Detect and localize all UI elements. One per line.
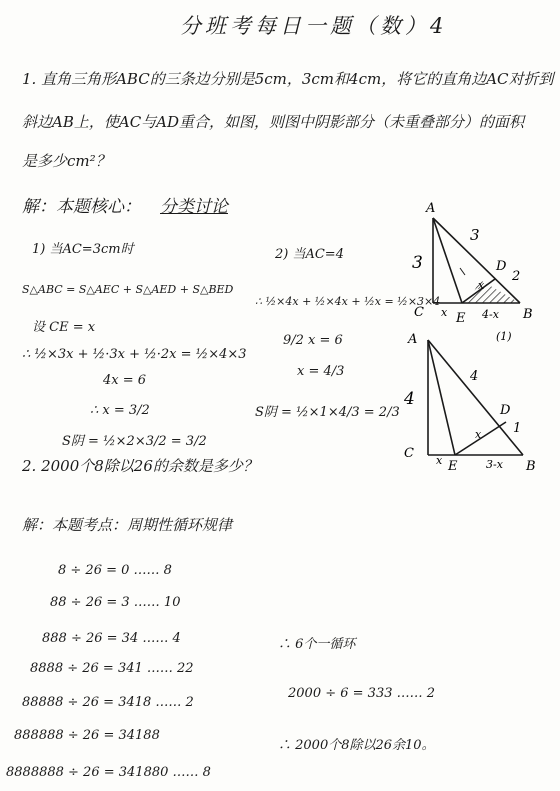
fig2-label-A: A [408,332,418,347]
division-row: 8 ÷ 26 = 0 …… 8 [58,563,172,578]
fig2-side-AD: 4 [470,369,479,384]
case2-title: 2) 当AC=4 [275,247,344,262]
fig2-label-B: B [526,459,536,474]
fig1-side-AD: 3 [470,226,480,244]
fig1-label-E: E [456,311,466,326]
fig1-x1: x [441,306,448,319]
fig1-label-A: A [426,201,436,216]
solution1-heading: 解：本题核心： [22,197,141,217]
division-row: 888888 ÷ 26 = 34188 [14,728,160,743]
fig2-side-DB: 1 [513,421,522,436]
fig2-label-D: D [500,403,511,418]
fig2-seg-EB: 3-x [486,458,503,471]
fig2-side-AC: 4 [404,389,415,409]
division-row: 88888 ÷ 26 = 3418 …… 2 [22,695,194,710]
page-title: 分班考每日一题（数）4 [180,14,448,38]
case1-eq3: ∴ ½×3x + ½·3x + ½·2x = ½×4×3 [22,347,247,362]
fig1-label-C: C [414,305,424,320]
case2-eq1: ∴ ½×4x + ½×4x + ½x = ½×3×4 [255,295,441,308]
cycle-conclusion: ∴ 6个一循环 [278,637,356,652]
fig1-label-D: D [496,259,507,274]
case1-eq4: 4x = 6 [103,373,147,388]
case1-eq2: 设 CE = x [32,320,96,335]
fig1-x2: x [478,279,485,292]
case1-eq5: ∴ x = 3/2 [90,403,150,418]
problem2-text: 2. 2000个8除以26的余数是多少？ [22,457,258,475]
case2-eq2: 9/2 x = 6 [283,333,343,348]
division-row: 8888888 ÷ 26 = 341880 …… 8 [6,765,211,780]
case1-eq6: S阴 = ½×2×3/2 = 3/2 [62,434,207,449]
case1-title: 1) 当AC=3cm时 [32,242,134,257]
division-row: 88 ÷ 26 = 3 …… 10 [50,595,181,610]
solution2-heading: 解：本题考点：周期性循环规律 [22,516,233,534]
case2-eq3: x = 4/3 [297,364,345,379]
fig1-caption: (1) [496,330,512,343]
fig2-label-E: E [448,459,458,474]
division-row: 888 ÷ 26 = 34 …… 4 [42,631,181,646]
division-row: 8888 ÷ 26 = 341 …… 22 [30,661,194,676]
fig1-label-B: B [523,307,533,322]
problem1-line1: 1. 直角三角形ABC的三条边分别是5cm，3cm和4cm，将它的直角边AC对折到 [22,70,554,88]
fig1-side-AC: 3 [412,253,423,273]
problem1-line2: 斜边AB上，使AC与AD重合，如图，则图中阴影部分（未重叠部分）的面积 [22,113,525,131]
fig2-x1: x [436,454,443,467]
case1-eq1: S△ABC = S△AEC + S△AED + S△BED [22,283,234,296]
fig2-x2: x [475,428,482,441]
problem1-line3: 是多少cm²？ [22,152,111,170]
fig1-side-DB: 2 [512,269,521,284]
final-answer: ∴ 2000个8除以26余10。 [278,738,435,753]
fig1-seg-EB: 4-x [482,308,499,321]
fig2-label-C: C [404,446,414,461]
cycle-division: 2000 ÷ 6 = 333 …… 2 [288,686,436,701]
solution1-core: 分类讨论 [160,197,228,217]
case2-eq4: S阴 = ½×1×4/3 = 2/3 [255,405,400,420]
